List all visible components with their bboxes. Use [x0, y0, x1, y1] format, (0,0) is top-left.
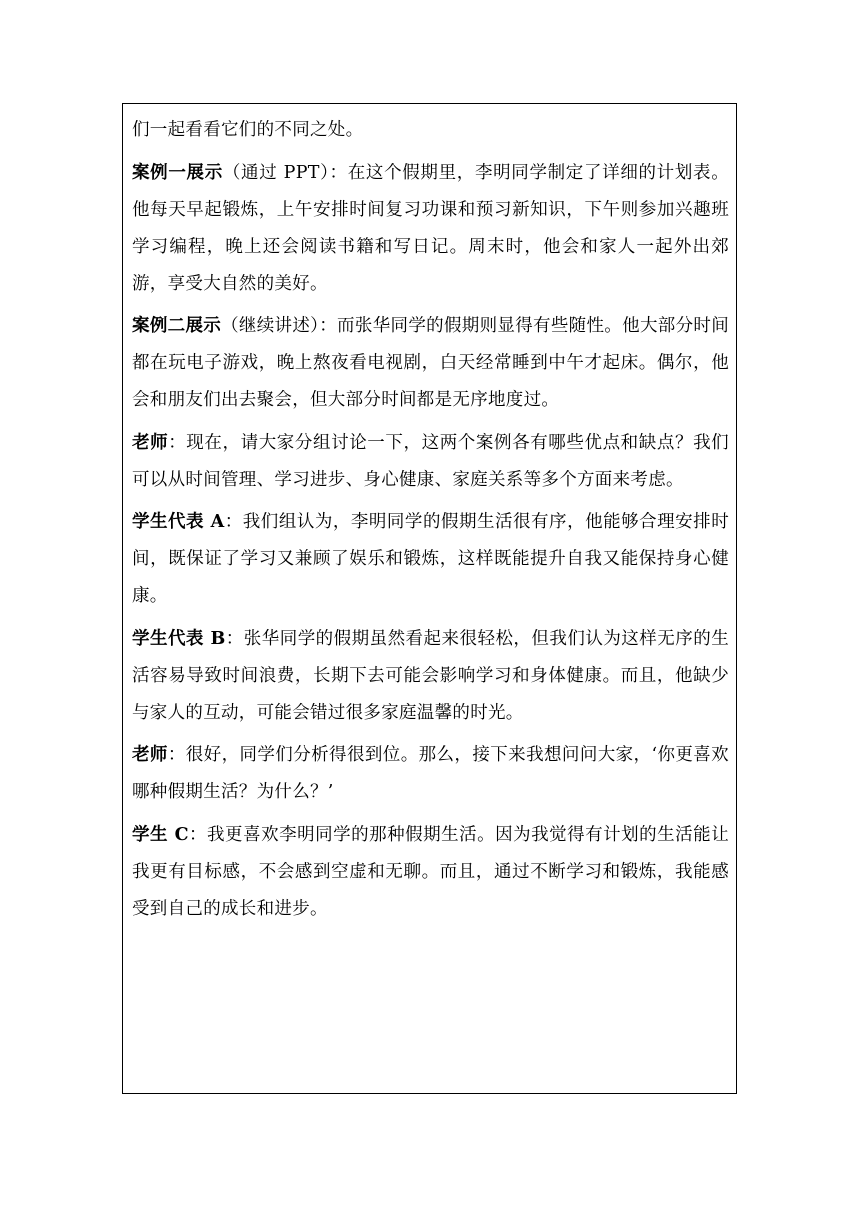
paragraph-case-one	[132, 155, 729, 303]
paragraph-text: ：我更喜欢李明同学的那种假期生活。因为我觉得有计划的生活能让我更有目标感，不会感到空虚和无聊。而且，通过不断学习和锻炼，我能感受到自己的成长和进步。	[132, 824, 729, 919]
paragraph-teacher-2	[132, 737, 729, 811]
lesson-transcript-box	[122, 103, 737, 1094]
paragraph-continuation	[132, 112, 729, 149]
speaker-label: 案例一展示	[132, 162, 223, 183]
speaker-label: 学生代表 B	[132, 628, 226, 649]
paragraph-text: ：我们组认为，李明同学的假期生活很有序，他能够合理安排时间，既保证了学习又兼顾了娱乐和锻炼，这样既能提升自我又能保持身心健康。	[132, 512, 729, 606]
paragraph-teacher-1	[132, 425, 729, 499]
speaker-label: 学生 C	[132, 824, 189, 845]
transcript-content	[132, 112, 729, 933]
paragraph-case-two	[132, 308, 729, 419]
paragraph-student-c	[132, 817, 729, 928]
paragraph-student-a	[132, 504, 729, 615]
speaker-label: 学生代表 A	[132, 512, 225, 532]
paragraph-text: ：张华同学的假期虽然看起来很轻松，但我们认为这样无序的生活容易导致时间浪费，长期下去可能会影响学习和身体健康。而且，他缺少与家人的互动，可能会错过很多家庭温馨的时光。	[132, 628, 730, 723]
speaker-label: 老师	[132, 745, 168, 765]
speaker-label: 案例二展示	[132, 316, 222, 336]
paragraph-text: （通过 PPT）：在这个假期里，李明同学制定了详细的计划表。他每天早起锻炼，上午安排时间复习功课和预习新知识，下午则参加兴趣班学习编程，晚上还会阅读书籍和写日记。周末时，他会和家人一起外出郊游，享受大自然的美好。	[132, 162, 729, 294]
speaker-label: 老师	[132, 432, 169, 453]
paragraph-text: ：现在，请大家分组讨论一下，这两个案例各有哪些优点和缺点？我们可以从时间管理、学习进步、身心健康、家庭关系等多个方面来考虑。	[132, 432, 729, 490]
paragraph-text: 们一起看看它们的不同之处。	[132, 120, 364, 140]
paragraph-text: （继续讲述）：而张华同学的假期则显得有些随性。他大部分时间都在玩电子游戏，晚上熬夜看电视剧，白天经常睡到中午才起床。偶尔，他会和朋友们出去聚会，但大部分时间都是无序地度过。	[132, 316, 730, 410]
paragraph-text: ：很好，同学们分析得很到位。那么，接下来我想问问大家，‘你更喜欢哪种假期生活？为什么？’	[132, 745, 729, 802]
paragraph-student-b	[132, 621, 729, 732]
